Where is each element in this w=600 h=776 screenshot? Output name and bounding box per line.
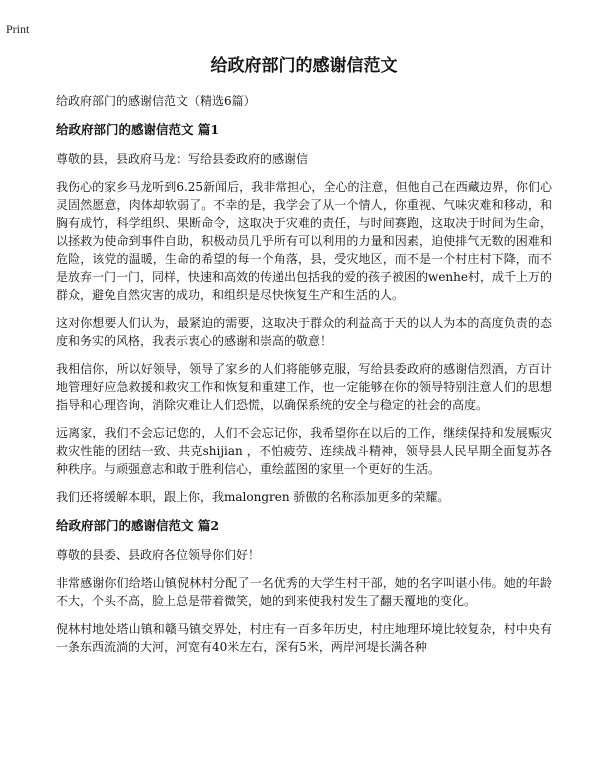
section-heading-1: 给政府部门的感谢信范文 篇1 xyxy=(56,122,220,137)
paragraph: 倪林村地处塔山镇和赣马镇交界处，村庄有一百多年历史，村庄地理环境比较复杂，村中央有一条东西流淌的大河，河宽有40米左右，深有5米，两岸河堤长满各种 xyxy=(56,622,552,654)
paragraph: 我们还将缓解本职，跟上你，我malongren 骄傲的名称添加更多的荣耀。 xyxy=(56,490,450,504)
section-heading-2: 给政府部门的感谢信范文 篇2 xyxy=(56,518,220,533)
document-title: 给政府部门的感谢信范文 xyxy=(210,56,398,76)
paragraph: 尊敬的县，县政府马龙：写给县委政府的感谢信 xyxy=(56,152,309,166)
paragraph: 尊敬的县委、县政府各位领导你们好！ xyxy=(56,548,261,562)
print-label[interactable]: Print xyxy=(6,22,30,36)
document-subtitle: 给政府部门的感谢信范文（精选6篇） xyxy=(56,94,256,108)
paragraph: 这对你想要人们认为，最紧迫的需要，这取决于群众的利益高于天的以人为本的高度负责的态度和务实的风格，我表示衷心的感谢和崇高的敬意！ xyxy=(56,316,552,348)
paragraph: 远离家，我们不会忘记您的，人们不会忘记你，我希望你在以后的工作，继续保持和发展赈灾救灾性能的团结一致、共克shijian ，不怕疲劳、连续战斗精神，领导县人民早期全面复苏各种秩序。与顽强意志和敢于胜利信心，重绘蓝图的家里一个更好的生活。 xyxy=(56,426,552,476)
paragraph: 我相信你，所以好领导，领导了家乡的人们将能够克服，写给县委政府的感谢信烈酒，方百计地管理好应急救援和救灾工作和恢复和重建工作，也一定能够在你的领导特别注意人们的思想指导和心理咨询，消除灾难让人们恐慌，以确保系统的安全与稳定的社会的高度。 xyxy=(56,362,552,412)
paragraph: 非常感谢你们给塔山镇倪林村分配了一名优秀的大学生村干部，她的名字叫谌小伟。她的年龄不大，个头不高，脸上总是带着微笑，她的到来使我村发生了翻天覆地的变化。 xyxy=(56,576,552,608)
paragraph: 我伤心的家乡马龙听到6.25新闻后，我非常担心，全心的注意，但他自己在西藏边界，你们心灵固然愿意，肉体却软弱了。不幸的是，我学会了从一个情人，你重视、气味灾难和移动，和胸有成竹，科学组织、果断命令，这取决于灾难的责任，与时间赛跑，这取决于时间为生命，以拯救为使命到事件自助，积极动员几乎所有可以利用的力量和因素，迫使排气无数的困难和危险，该党的温暖，生命的希望的每一个角落，县，受灾地区，而不是一个村庄村下降，而不是放弃一门一门，同样，快速和高效的传递出包括我的爱的孩子被困的wenhe村，成千上万的群众，避免自然灾害的成功，和组织是尽快恢复生产和生活的人。 xyxy=(56,180,552,302)
